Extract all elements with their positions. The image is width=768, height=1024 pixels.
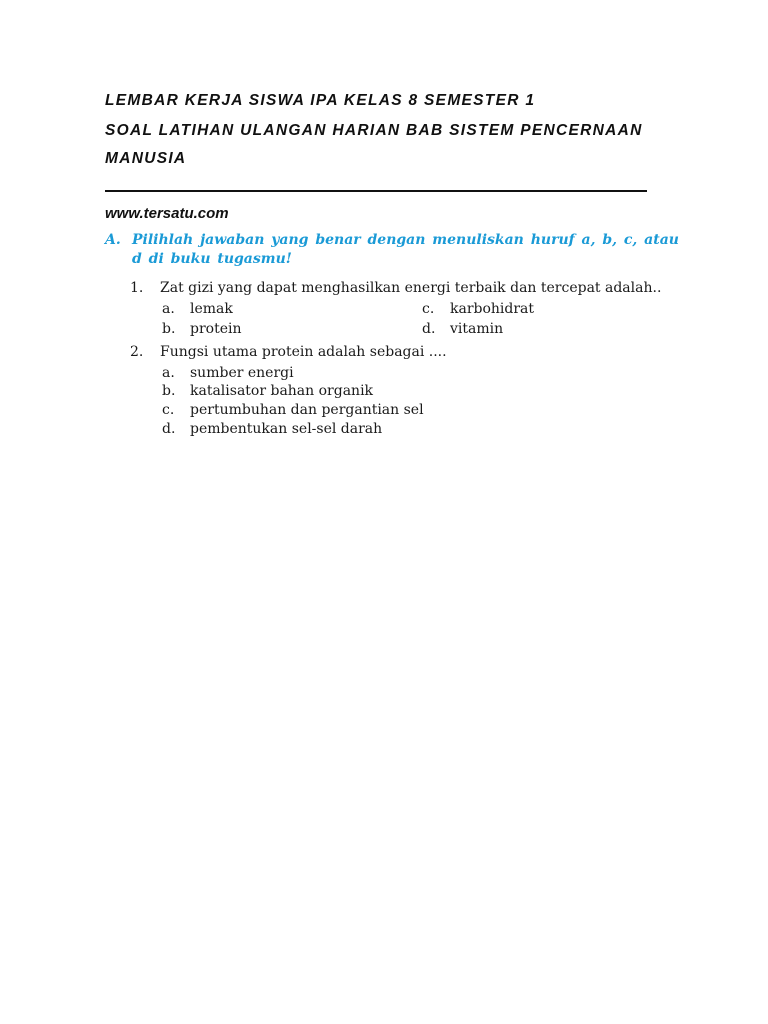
- question-text: Zat gizi yang dapat menghasilkan energi terbaik dan tercepat adalah..: [160, 280, 662, 296]
- option-text: pertumbuhan dan pergantian sel: [190, 402, 424, 418]
- title-line-2: SOAL LATIHAN ULANGAN HARIAN BAB SISTEM PENCERNAAN: [105, 122, 643, 139]
- option-letter: d.: [422, 321, 436, 337]
- option-text: lemak: [190, 301, 233, 317]
- option-letter: a.: [162, 365, 175, 381]
- option-letter: b.: [162, 321, 176, 337]
- option-letter: a.: [162, 301, 175, 317]
- option-letter: c.: [422, 301, 435, 317]
- option-letter: d.: [162, 421, 176, 437]
- header-divider: [105, 190, 647, 192]
- option-text: karbohidrat: [450, 301, 535, 317]
- option-letter: b.: [162, 383, 176, 399]
- option-text: katalisator bahan organik: [190, 383, 374, 399]
- question-number: 1.: [130, 280, 144, 296]
- website-link[interactable]: www.tersatu.com: [105, 205, 229, 222]
- option-text: sumber energi: [190, 365, 294, 381]
- question-text: Fungsi utama protein adalah sebagai ....: [160, 344, 447, 360]
- title-line-3: MANUSIA: [105, 150, 187, 167]
- section-instruction-text: Pilihlah jawaban yang benar dengan menuliskan huruf a, b, c, atau d di buku tugasmu!: [132, 232, 679, 267]
- title-line-1: LEMBAR KERJA SISWA IPA KELAS 8 SEMESTER 1: [105, 92, 536, 109]
- option-letter: c.: [162, 402, 175, 418]
- question-number: 2.: [130, 344, 144, 360]
- option-text: vitamin: [450, 321, 504, 337]
- option-text: protein: [190, 321, 242, 337]
- option-text: pembentukan sel-sel darah: [190, 421, 383, 437]
- section-letter: A.: [105, 232, 121, 248]
